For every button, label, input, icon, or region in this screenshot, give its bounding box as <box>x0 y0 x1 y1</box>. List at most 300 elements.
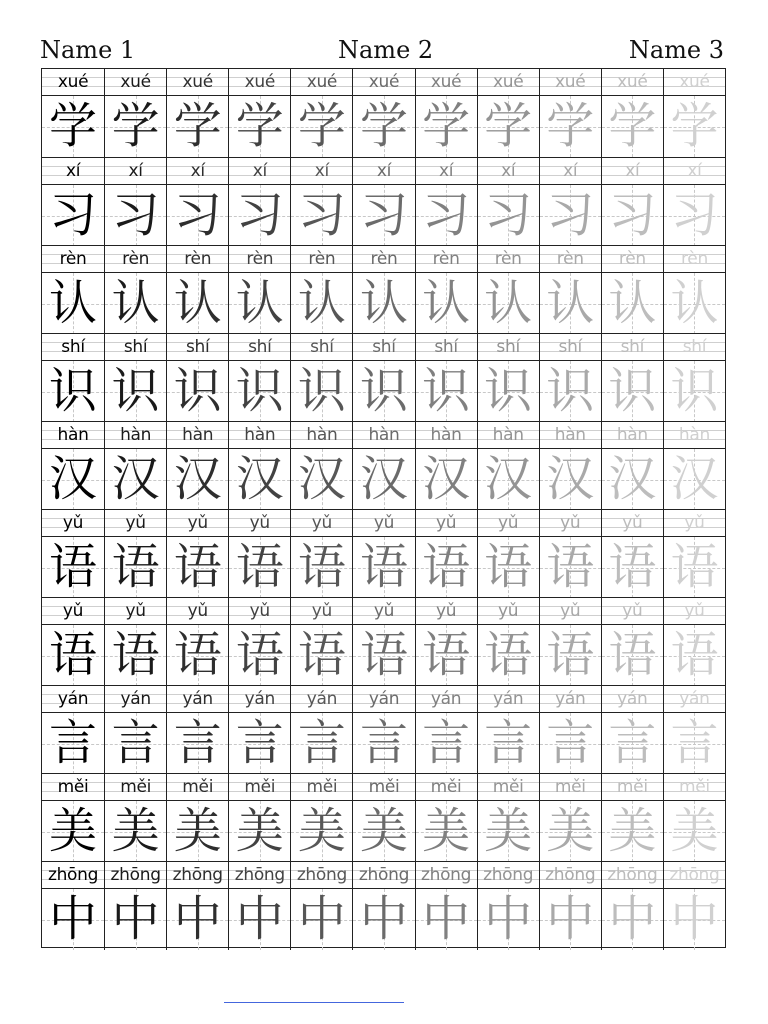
hanzi-character: 语 <box>608 627 657 683</box>
pinyin-text: yǔ <box>167 510 228 537</box>
hanzi-box <box>602 96 663 157</box>
practice-cell <box>539 686 601 774</box>
practice-cell <box>290 69 352 157</box>
hanzi-character: 语 <box>546 539 595 595</box>
practice-cell <box>166 158 228 246</box>
practice-cell <box>477 510 539 598</box>
hanzi-box <box>416 449 477 510</box>
pinyin-text: yǔ <box>105 510 166 537</box>
hanzi-character: 中 <box>484 891 533 947</box>
hanzi-box <box>540 801 601 862</box>
hanzi-box <box>167 185 228 246</box>
practice-cell <box>42 246 104 334</box>
practice-row <box>42 69 725 157</box>
practice-cell <box>42 862 104 950</box>
hanzi-box <box>540 889 601 950</box>
hanzi-character: 认 <box>546 275 595 331</box>
practice-cell <box>352 334 414 422</box>
pinyin-text: shí <box>478 334 539 361</box>
hanzi-character: 语 <box>546 627 595 683</box>
practice-row <box>42 421 725 510</box>
hanzi-character: 中 <box>546 891 595 947</box>
hanzi-box <box>229 625 290 686</box>
practice-cell <box>415 598 477 686</box>
hanzi-box <box>229 185 290 246</box>
hanzi-box <box>416 273 477 334</box>
hanzi-box <box>602 713 663 774</box>
hanzi-character: 语 <box>359 627 408 683</box>
hanzi-box <box>416 96 477 157</box>
hanzi-box <box>416 537 477 598</box>
pinyin-text: xí <box>540 158 601 185</box>
practice-cell <box>228 334 290 422</box>
hanzi-box <box>353 713 414 774</box>
pinyin-text: xí <box>291 158 352 185</box>
hanzi-character: 美 <box>359 803 408 859</box>
hanzi-character: 习 <box>670 187 719 243</box>
hanzi-box <box>602 449 663 510</box>
hanzi-character: 美 <box>422 803 471 859</box>
pinyin-text: xí <box>105 158 166 185</box>
pinyin-text: yán <box>353 686 414 713</box>
practice-cell <box>352 774 414 862</box>
hanzi-character: 认 <box>484 275 533 331</box>
hanzi-character: 美 <box>111 803 160 859</box>
hanzi-box <box>105 713 166 774</box>
practice-cell <box>104 862 166 950</box>
hanzi-character: 汉 <box>111 451 160 507</box>
pinyin-text: měi <box>353 774 414 801</box>
practice-cell <box>477 862 539 950</box>
pinyin-text: xí <box>602 158 663 185</box>
practice-cell <box>415 69 477 157</box>
practice-cell <box>663 69 725 157</box>
pinyin-text: zhōng <box>229 862 290 889</box>
pinyin-text: yǔ <box>42 598 104 625</box>
hanzi-character: 中 <box>422 891 471 947</box>
hanzi-box <box>353 889 414 950</box>
pinyin-text: hàn <box>167 422 228 449</box>
practice-cell <box>477 69 539 157</box>
hanzi-character: 汉 <box>49 451 98 507</box>
pinyin-text: měi <box>664 774 725 801</box>
hanzi-character: 语 <box>111 539 160 595</box>
hanzi-box <box>105 889 166 950</box>
pinyin-text: xí <box>353 158 414 185</box>
pinyin-text: yán <box>602 686 663 713</box>
hanzi-character: 习 <box>608 187 657 243</box>
hanzi-character: 美 <box>546 803 595 859</box>
pinyin-text: shí <box>105 334 166 361</box>
pinyin-text: shí <box>353 334 414 361</box>
practice-row <box>42 509 725 598</box>
hanzi-box <box>42 361 104 422</box>
practice-cell <box>166 598 228 686</box>
pinyin-text: xué <box>291 69 352 96</box>
pinyin-text: xué <box>478 69 539 96</box>
pinyin-text: xué <box>353 69 414 96</box>
name-2-label: Name 2 <box>338 36 434 64</box>
hanzi-box <box>105 361 166 422</box>
practice-cell <box>352 862 414 950</box>
hanzi-box <box>664 713 725 774</box>
hanzi-box <box>42 273 104 334</box>
pinyin-text: rèn <box>478 246 539 273</box>
practice-cell <box>415 422 477 510</box>
practice-cell <box>290 334 352 422</box>
hanzi-box <box>229 96 290 157</box>
hanzi-box <box>602 889 663 950</box>
practice-cell <box>228 686 290 774</box>
practice-cell <box>290 246 352 334</box>
hanzi-character: 语 <box>49 627 98 683</box>
hanzi-character: 习 <box>235 187 284 243</box>
hanzi-box <box>42 185 104 246</box>
hanzi-box <box>42 449 104 510</box>
practice-cell <box>539 510 601 598</box>
practice-cell <box>290 598 352 686</box>
hanzi-character: 习 <box>111 187 160 243</box>
hanzi-character: 语 <box>297 627 346 683</box>
pinyin-text: rèn <box>167 246 228 273</box>
practice-cell <box>539 246 601 334</box>
pinyin-text: zhōng <box>291 862 352 889</box>
pinyin-text: yǔ <box>416 510 477 537</box>
pinyin-text: měi <box>105 774 166 801</box>
hanzi-box <box>105 625 166 686</box>
hanzi-box <box>478 801 539 862</box>
pinyin-text: yǔ <box>105 598 166 625</box>
hanzi-character: 学 <box>608 98 657 154</box>
pinyin-text: shí <box>540 334 601 361</box>
pinyin-text: yǔ <box>664 598 725 625</box>
practice-cell <box>663 598 725 686</box>
practice-cell <box>477 774 539 862</box>
practice-cell <box>228 246 290 334</box>
practice-row <box>42 157 725 246</box>
hanzi-character: 习 <box>297 187 346 243</box>
hanzi-box <box>664 185 725 246</box>
hanzi-box <box>105 185 166 246</box>
practice-cell <box>166 510 228 598</box>
practice-cell <box>290 774 352 862</box>
hanzi-box <box>291 713 352 774</box>
pinyin-text: xué <box>602 69 663 96</box>
practice-cell <box>352 510 414 598</box>
practice-cell <box>477 686 539 774</box>
hanzi-box <box>105 537 166 598</box>
hanzi-character: 言 <box>111 715 160 771</box>
pinyin-text: xí <box>416 158 477 185</box>
practice-cell <box>104 510 166 598</box>
pinyin-text: hàn <box>291 422 352 449</box>
pinyin-text: yán <box>478 686 539 713</box>
hanzi-character: 认 <box>235 275 284 331</box>
pinyin-text: yán <box>167 686 228 713</box>
practice-cell <box>415 334 477 422</box>
pinyin-text: shí <box>416 334 477 361</box>
hanzi-character: 美 <box>608 803 657 859</box>
pinyin-text: zhōng <box>602 862 663 889</box>
practice-cell <box>601 862 663 950</box>
pinyin-text: xué <box>105 69 166 96</box>
hanzi-box <box>540 625 601 686</box>
hanzi-character: 中 <box>608 891 657 947</box>
hanzi-box <box>291 185 352 246</box>
hanzi-character: 中 <box>359 891 408 947</box>
hanzi-character: 习 <box>359 187 408 243</box>
hanzi-character: 汉 <box>670 451 719 507</box>
hanzi-box <box>167 537 228 598</box>
practice-cell <box>663 334 725 422</box>
hanzi-character: 学 <box>484 98 533 154</box>
pinyin-text: hàn <box>42 422 104 449</box>
hanzi-character: 汉 <box>422 451 471 507</box>
hanzi-character: 汉 <box>359 451 408 507</box>
hanzi-character: 美 <box>484 803 533 859</box>
practice-cell <box>415 246 477 334</box>
hanzi-character: 学 <box>49 98 98 154</box>
practice-cell <box>166 69 228 157</box>
pinyin-text: xué <box>167 69 228 96</box>
pinyin-text: yán <box>229 686 290 713</box>
practice-cell <box>104 422 166 510</box>
practice-cell <box>352 158 414 246</box>
hanzi-character: 语 <box>49 539 98 595</box>
hanzi-character: 中 <box>297 891 346 947</box>
pinyin-text: rèn <box>602 246 663 273</box>
hanzi-box <box>478 361 539 422</box>
hanzi-box <box>167 361 228 422</box>
hanzi-box <box>478 713 539 774</box>
practice-cell <box>104 158 166 246</box>
hanzi-box <box>540 96 601 157</box>
pinyin-text: rèn <box>291 246 352 273</box>
hanzi-character: 识 <box>297 363 346 419</box>
name-header <box>40 36 726 68</box>
pinyin-text: yán <box>291 686 352 713</box>
practice-cell <box>601 686 663 774</box>
hanzi-box <box>602 185 663 246</box>
practice-cell <box>477 334 539 422</box>
pinyin-text: hàn <box>602 422 663 449</box>
hanzi-box <box>602 801 663 862</box>
hanzi-box <box>540 361 601 422</box>
pinyin-text: yǔ <box>167 598 228 625</box>
practice-cell <box>601 69 663 157</box>
pinyin-text: měi <box>229 774 290 801</box>
hanzi-box <box>229 361 290 422</box>
hanzi-character: 学 <box>111 98 160 154</box>
pinyin-text: yǔ <box>42 510 104 537</box>
hanzi-character: 学 <box>546 98 595 154</box>
practice-cell <box>228 510 290 598</box>
practice-cell <box>42 598 104 686</box>
practice-cell <box>539 158 601 246</box>
hanzi-character: 习 <box>422 187 471 243</box>
footer-link-underline[interactable] <box>224 996 404 1003</box>
pinyin-text: xué <box>229 69 290 96</box>
pinyin-text: měi <box>42 774 104 801</box>
pinyin-text: zhōng <box>167 862 228 889</box>
hanzi-box <box>478 625 539 686</box>
hanzi-box <box>664 96 725 157</box>
pinyin-text: yǔ <box>291 510 352 537</box>
practice-cell <box>166 422 228 510</box>
pinyin-text: shí <box>664 334 725 361</box>
hanzi-character: 美 <box>235 803 284 859</box>
practice-cell <box>104 334 166 422</box>
pinyin-text: měi <box>478 774 539 801</box>
pinyin-text: xí <box>42 158 104 185</box>
pinyin-text: yǔ <box>291 598 352 625</box>
hanzi-box <box>664 537 725 598</box>
practice-row <box>42 597 725 686</box>
practice-cell <box>352 246 414 334</box>
hanzi-box <box>229 801 290 862</box>
pinyin-text: měi <box>167 774 228 801</box>
hanzi-character: 中 <box>173 891 222 947</box>
hanzi-character: 学 <box>670 98 719 154</box>
hanzi-box <box>353 537 414 598</box>
hanzi-character: 识 <box>359 363 408 419</box>
hanzi-character: 言 <box>359 715 408 771</box>
pinyin-text: xí <box>167 158 228 185</box>
hanzi-box <box>478 96 539 157</box>
hanzi-character: 识 <box>49 363 98 419</box>
hanzi-box <box>353 96 414 157</box>
hanzi-box <box>478 185 539 246</box>
hanzi-character: 认 <box>49 275 98 331</box>
practice-cell <box>290 862 352 950</box>
pinyin-text: xí <box>664 158 725 185</box>
hanzi-box <box>664 361 725 422</box>
hanzi-character: 美 <box>670 803 719 859</box>
practice-cell <box>539 69 601 157</box>
pinyin-text: yǔ <box>478 510 539 537</box>
pinyin-text: rèn <box>664 246 725 273</box>
hanzi-character: 中 <box>670 891 719 947</box>
hanzi-character: 学 <box>235 98 284 154</box>
practice-cell <box>539 598 601 686</box>
practice-cell <box>601 334 663 422</box>
pinyin-text: hàn <box>416 422 477 449</box>
practice-cell <box>104 774 166 862</box>
pinyin-text: shí <box>602 334 663 361</box>
hanzi-character: 识 <box>422 363 471 419</box>
hanzi-box <box>353 361 414 422</box>
practice-row <box>42 861 725 950</box>
practice-cell <box>104 246 166 334</box>
pinyin-text: xué <box>540 69 601 96</box>
hanzi-character: 认 <box>359 275 408 331</box>
pinyin-text: yǔ <box>664 510 725 537</box>
hanzi-box <box>416 713 477 774</box>
pinyin-text: rèn <box>229 246 290 273</box>
hanzi-character: 中 <box>235 891 284 947</box>
practice-cell <box>415 686 477 774</box>
hanzi-character: 语 <box>608 539 657 595</box>
hanzi-character: 美 <box>49 803 98 859</box>
hanzi-character: 言 <box>422 715 471 771</box>
hanzi-box <box>229 537 290 598</box>
hanzi-character: 汉 <box>484 451 533 507</box>
hanzi-character: 识 <box>235 363 284 419</box>
practice-cell <box>290 158 352 246</box>
hanzi-box <box>42 801 104 862</box>
hanzi-character: 识 <box>111 363 160 419</box>
practice-cell <box>352 69 414 157</box>
practice-cell <box>539 334 601 422</box>
hanzi-character: 汉 <box>546 451 595 507</box>
hanzi-box <box>540 449 601 510</box>
hanzi-character: 学 <box>297 98 346 154</box>
hanzi-box <box>167 449 228 510</box>
practice-cell <box>601 422 663 510</box>
pinyin-text: měi <box>291 774 352 801</box>
practice-cell <box>663 246 725 334</box>
practice-cell <box>539 774 601 862</box>
hanzi-box <box>291 801 352 862</box>
hanzi-box <box>540 537 601 598</box>
hanzi-character: 语 <box>670 627 719 683</box>
practice-cell <box>477 422 539 510</box>
practice-cell <box>228 422 290 510</box>
hanzi-character: 中 <box>111 891 160 947</box>
hanzi-box <box>291 96 352 157</box>
pinyin-text: hàn <box>540 422 601 449</box>
practice-cell <box>290 510 352 598</box>
pinyin-text: zhōng <box>416 862 477 889</box>
pinyin-text: zhōng <box>664 862 725 889</box>
practice-cell <box>352 686 414 774</box>
hanzi-box <box>664 449 725 510</box>
practice-row <box>42 685 725 774</box>
pinyin-text: zhōng <box>478 862 539 889</box>
practice-cell <box>477 158 539 246</box>
pinyin-text: zhōng <box>353 862 414 889</box>
hanzi-character: 识 <box>546 363 595 419</box>
hanzi-box <box>42 96 104 157</box>
pinyin-text: yǔ <box>416 598 477 625</box>
pinyin-text: rèn <box>42 246 104 273</box>
hanzi-box <box>167 625 228 686</box>
hanzi-character: 言 <box>608 715 657 771</box>
hanzi-box <box>229 273 290 334</box>
hanzi-character: 汉 <box>297 451 346 507</box>
practice-cell <box>663 686 725 774</box>
practice-cell <box>104 69 166 157</box>
practice-cell <box>290 422 352 510</box>
practice-cell <box>166 686 228 774</box>
pinyin-text: yǔ <box>602 598 663 625</box>
hanzi-box <box>353 801 414 862</box>
practice-cell <box>42 158 104 246</box>
hanzi-character: 语 <box>235 539 284 595</box>
hanzi-box <box>664 801 725 862</box>
practice-cell <box>601 598 663 686</box>
pinyin-text: yǔ <box>229 598 290 625</box>
hanzi-box <box>478 449 539 510</box>
hanzi-character: 认 <box>111 275 160 331</box>
hanzi-box <box>167 96 228 157</box>
practice-cell <box>166 774 228 862</box>
hanzi-box <box>353 185 414 246</box>
practice-cell <box>42 686 104 774</box>
hanzi-box <box>291 273 352 334</box>
hanzi-box <box>105 801 166 862</box>
practice-cell <box>42 510 104 598</box>
